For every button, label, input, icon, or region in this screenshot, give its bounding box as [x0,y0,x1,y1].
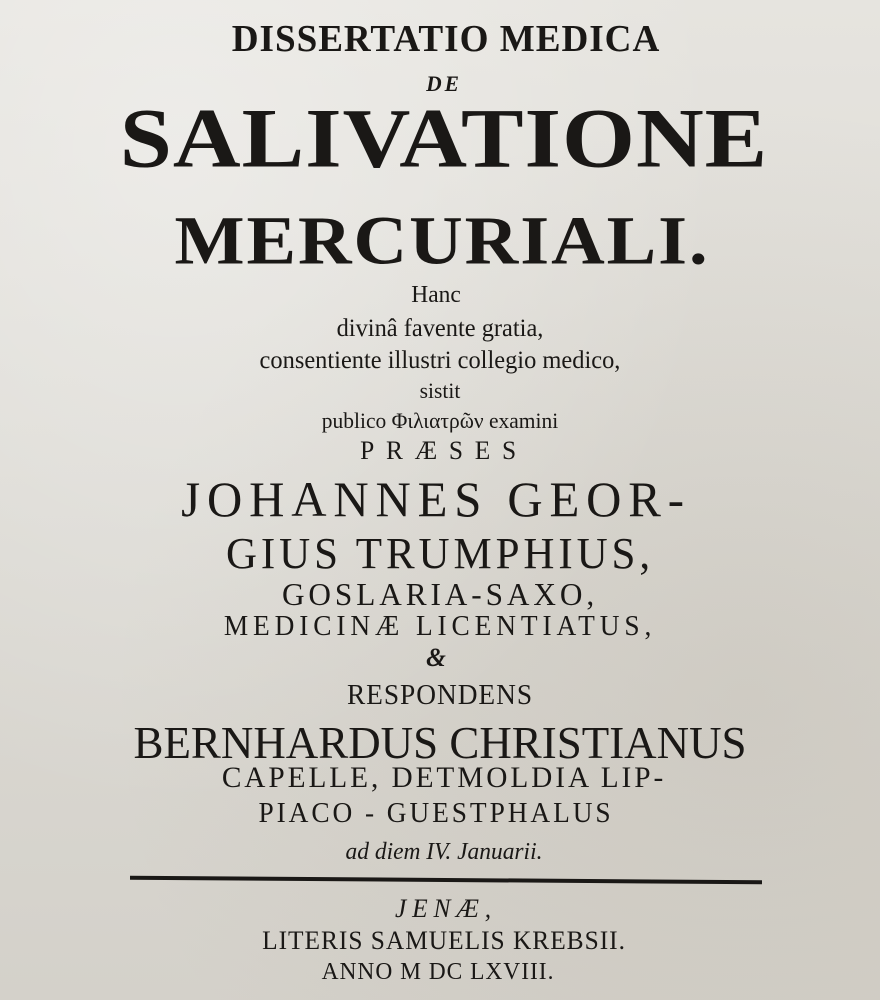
respondens-line-3: PIACO - GUESTPHALUS [258,798,614,829]
main-title-mercuriali: MERCURIALI. [174,203,710,279]
consentiente-line: consentiente illustri collegio medico, [259,347,621,374]
ampersand: & [426,643,446,672]
praeses-name-line-1: JOHANNES GEOR- [181,471,691,527]
horizontal-rule [130,876,762,884]
respondens-line-2: CAPELLE, DETMOLDIA LIP- [221,761,667,794]
respondens-label: RESPONDENS [346,680,534,711]
respondens-name: BERNHARDUS CHRISTIANUS [133,717,747,768]
publico-line: publico Φιλιατρῶν examini [321,408,559,433]
imprint-printer: LITERIS SAMUELIS KREBSII. [262,926,626,955]
hanc-line: Hanc [411,282,461,308]
praeses-degree: MEDICINÆ LICENTIATUS, [223,611,657,642]
divina-line: divinâ favente gratia, [336,315,544,342]
imprint-place: JENÆ, [394,894,497,923]
date-line: ad diem IV. Januarii. [345,839,543,865]
sistit-line: sistit [419,378,461,403]
main-title-salivatione: SALIVATIONE [119,90,769,185]
praeses-label: PRÆSES [360,436,528,465]
imprint-year: ANNO M DC LXVIII. [321,959,555,985]
de-line: DE [426,71,462,96]
praeses-origin: GOSLARIA-SAXO, [281,576,599,612]
praeses-name-line-2: GIUS TRUMPHIUS, [225,529,655,578]
dissertation-heading: DISSERTATIO MEDICA [231,18,661,60]
